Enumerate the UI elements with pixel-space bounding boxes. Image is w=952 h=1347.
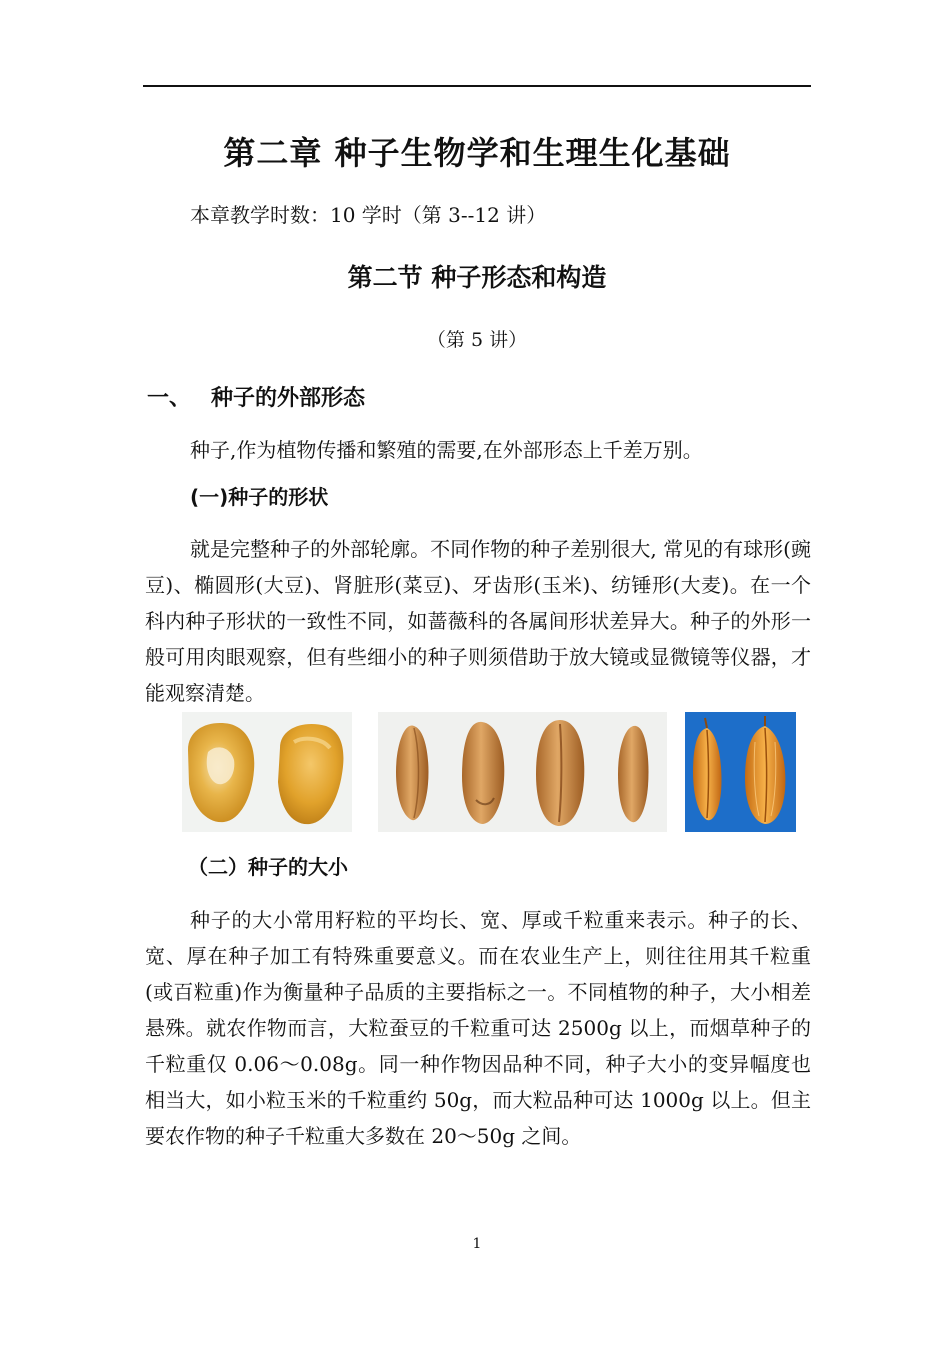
corn-kernel-photo [182, 712, 352, 832]
part-one-title: 种子的外部形态 [211, 386, 366, 411]
rice-grain-photo [685, 712, 796, 832]
shape-paragraph: 就是完整种子的外部轮廓。不同作物的种子差别很大, 常见的有球形(豌豆)、椭圆形(大豆)、肾脏形(菜豆)、牙齿形(玉米)、纺锤形(大麦)。在一个科内种子形状的一致性不同，如蔷薇科的各属间形状差异大。种子的外形一般可用肉眼观察，但有些细小的种子则须借助于放大镜或显微镜等仪器，才能观察清楚。 [145, 537, 811, 705]
header-rule [143, 85, 811, 87]
shape-heading: (一)种子的形状 [190, 485, 329, 509]
size-heading: （二）种子的大小 [188, 855, 348, 879]
teaching-hours: 本章教学时数：10 学时（第 3--12 讲） [190, 203, 547, 227]
page-number: 1 [472, 1236, 482, 1252]
lecture-number: （第 5 讲） [426, 329, 528, 351]
rice-grain-illustration [685, 712, 796, 832]
part-one-number: 一、 [147, 386, 192, 411]
chapter-title: 第二章 种子生物学和生理生化基础 [223, 134, 731, 172]
corn-kernel-illustration [182, 712, 352, 832]
size-paragraph: 种子的大小常用籽粒的平均长、宽、厚或千粒重来表示。种子的长、宽、厚在种子加工有特殊重要意义。而在农业生产上，则往往用其千粒重(或百粒重)作为衡量种子品质的主要指标之一。不同植物的种子，大小相差悬殊。就农作物而言，大粒蚕豆的千粒重可达 2500g 以上，而烟草种子的千粒重仅 0.06～0.08g。同一种作物因品种不同，种子大小的变异幅度也相当大，如小粒玉米的千粒重约 50g，而大粒品种可达 1000g 以上。但主要农作物的种子千粒重大多数在 20～50g 之间。 [145, 908, 811, 1148]
seed-figures [0, 712, 952, 832]
section-title: 第二节 种子形态和构造 [347, 263, 607, 292]
wheat-grain-illustration [378, 712, 667, 832]
intro-paragraph: 种子,作为植物传播和繁殖的需要,在外部形态上千差万别。 [190, 438, 703, 462]
wheat-grain-photo [378, 712, 667, 832]
part-one-heading [147, 382, 365, 416]
